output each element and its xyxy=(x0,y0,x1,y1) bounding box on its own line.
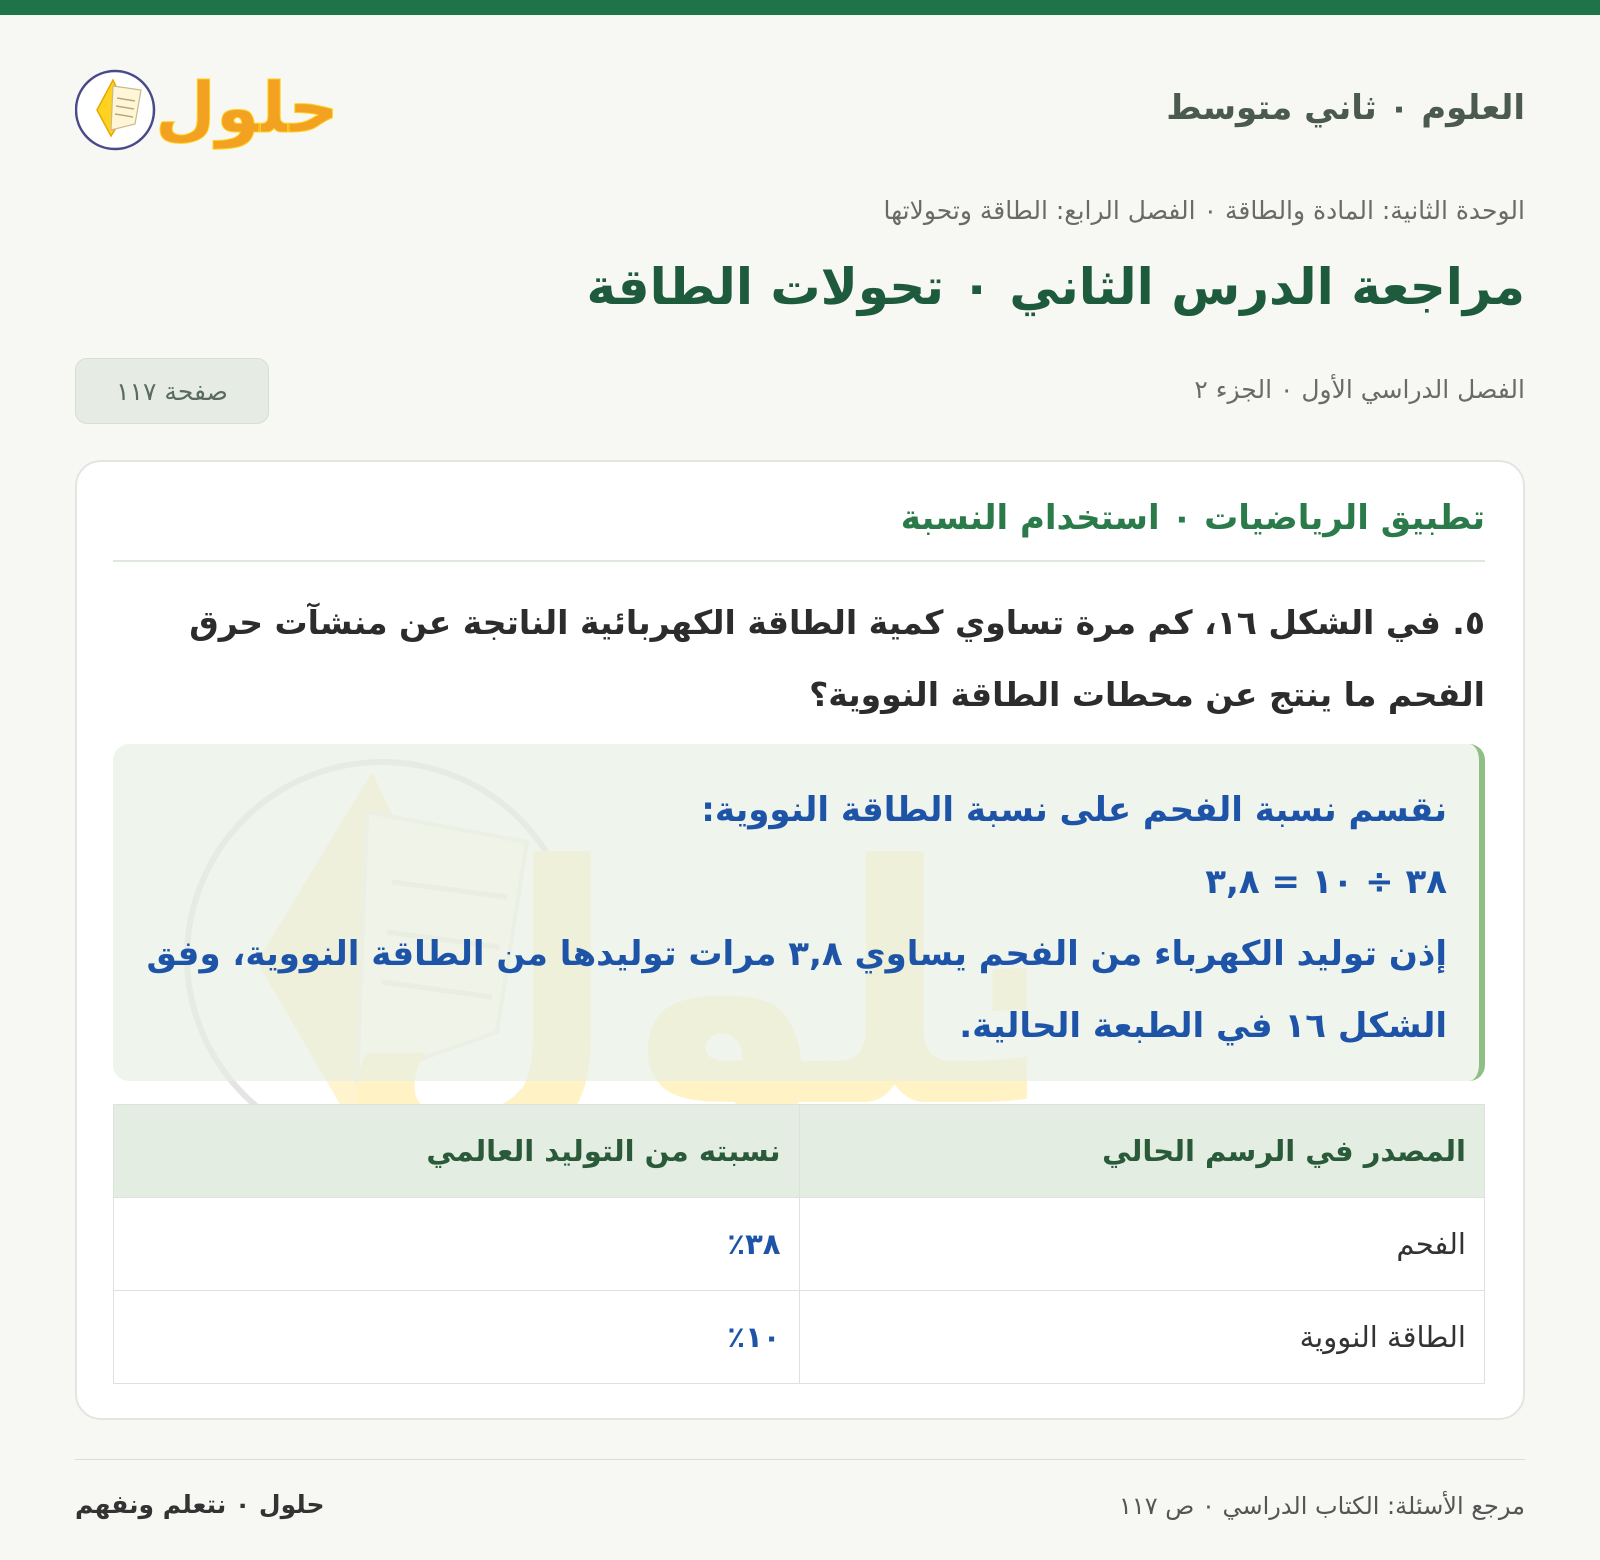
section-title: تطبيق الرياضيات ٠ استخدام النسبة xyxy=(900,498,1485,538)
footer-reference: مرجع الأسئلة: الكتاب الدراسي ٠ ص ١١٧ xyxy=(1118,1492,1525,1520)
content-card xyxy=(75,460,1525,1420)
top-accent-bar xyxy=(0,0,1600,15)
footer-divider xyxy=(75,1459,1525,1460)
footer-brand: حلول ٠ نتعلم ونفهم xyxy=(75,1490,325,1519)
cell-share: ١٠٪ xyxy=(114,1291,800,1384)
page-number-chip: صفحة ١١٧ xyxy=(75,358,269,424)
header-share: نسبته من التوليد العالمي xyxy=(114,1105,800,1198)
answer-box xyxy=(113,744,1485,1081)
question-text: ٥. في الشكل ١٦، كم مرة تساوي كمية الطاقة الكهربائية الناتجة عن منشآت حرق الفحم ما ينتج عن محطات الطاقة النووية؟ xyxy=(189,603,1485,714)
table-row xyxy=(114,1198,1485,1291)
page-title: مراجعة الدرس الثاني ٠ تحولات الطاقة xyxy=(586,258,1525,316)
breadcrumb: الوحدة الثانية: المادة والطاقة ٠ الفصل الرابع: الطاقة وتحولاتها xyxy=(883,196,1525,225)
logo-text: حلول xyxy=(155,67,339,149)
subject-label: العلوم ٠ ثاني متوسط xyxy=(1166,88,1525,128)
table-row xyxy=(114,1291,1485,1384)
answer-line-1: نقسم نسبة الفحم على نسبة الطاقة النووية: xyxy=(701,790,1447,830)
page-header xyxy=(75,50,1525,160)
answer-conclusion: إذن توليد الكهرباء من الفحم يساوي ٣,٨ مرات توليدها من الطاقة النووية، وفق الشكل ١٦ في الطبعة الحالية. xyxy=(146,934,1447,1046)
energy-sources-table xyxy=(113,1104,1485,1384)
answer-calculation: ٣٨ ÷ ١٠ = ٣,٨ xyxy=(1205,862,1447,902)
cell-source: الفحم xyxy=(799,1198,1485,1291)
cell-source: الطاقة النووية xyxy=(799,1291,1485,1384)
table-header-row xyxy=(114,1105,1485,1198)
semester-label: الفصل الدراسي الأول ٠ الجزء ٢ xyxy=(1194,375,1525,404)
section-divider xyxy=(113,560,1485,562)
header-source: المصدر في الرسم الحالي xyxy=(799,1105,1485,1198)
cell-share: ٣٨٪ xyxy=(114,1198,800,1291)
brand-logo[interactable] xyxy=(75,50,345,160)
